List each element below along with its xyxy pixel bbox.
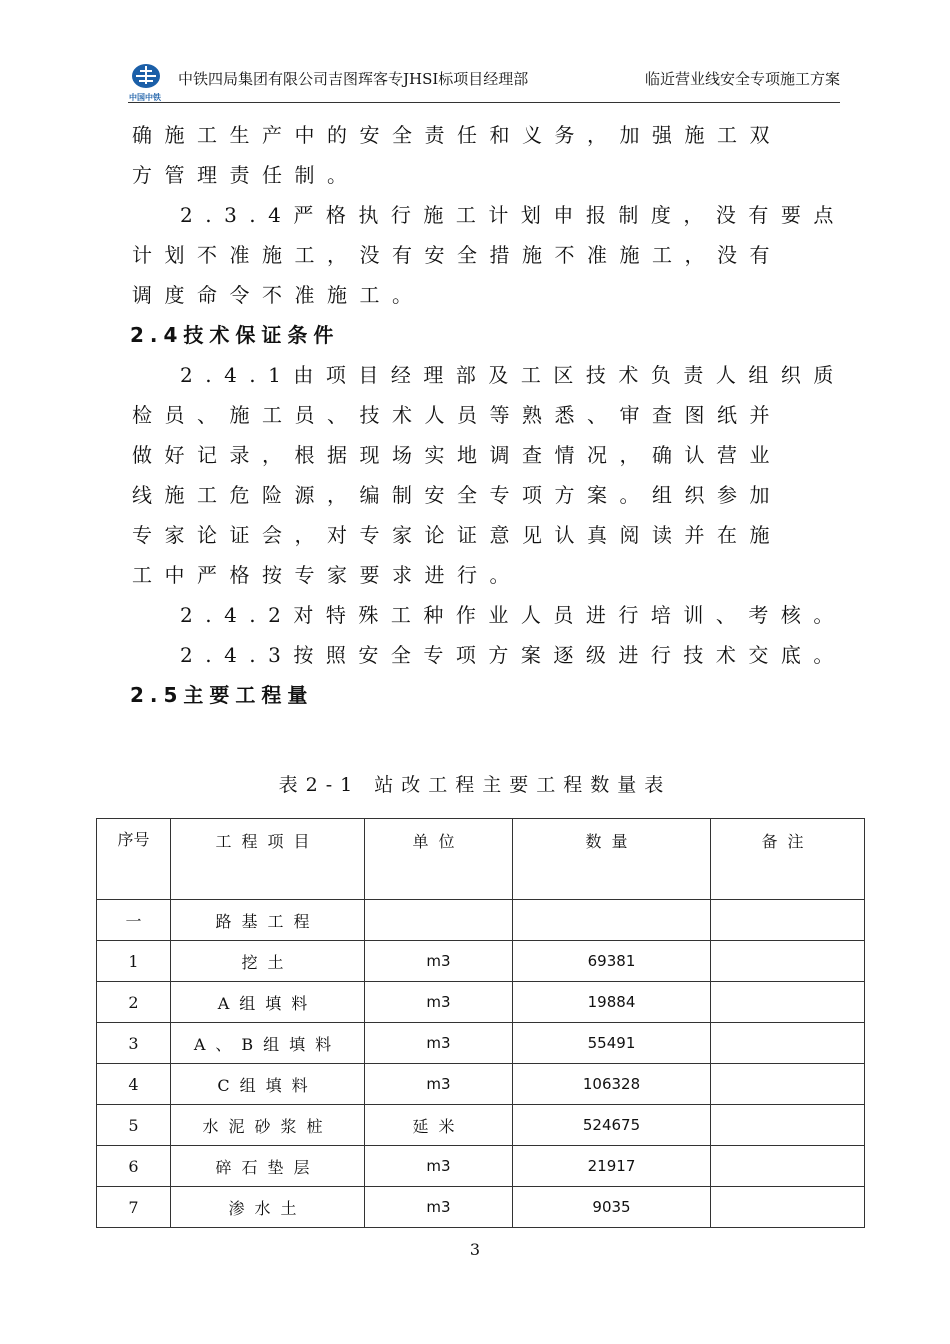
cell-seq: 7 <box>97 1187 171 1228</box>
cell-seq: 1 <box>97 941 171 982</box>
body-line-12: 2.4.2对特殊工种作业人员进行培训、考核。 <box>180 603 846 627</box>
cell-note <box>711 1064 865 1105</box>
table-row <box>97 1146 865 1187</box>
cell-unit: 延米 <box>365 1105 513 1146</box>
cell-note <box>711 982 865 1023</box>
cell-note <box>711 1187 865 1228</box>
body-line-3: 2.3.4严格执行施工计划申报制度，没有要点 <box>180 203 846 227</box>
cell-note <box>711 1146 865 1187</box>
table-caption: 表2-1 站改工程主要工程数量表 <box>278 774 672 796</box>
table-header-row <box>97 819 865 900</box>
cell-unit: m3 <box>365 1023 513 1064</box>
cell-qty: 21917 <box>513 1146 711 1187</box>
table-row <box>97 941 865 982</box>
table-row <box>97 900 865 941</box>
cell-seq: 3 <box>97 1023 171 1064</box>
table-row <box>97 1105 865 1146</box>
cell-qty: 524675 <box>513 1105 711 1146</box>
cell-qty: 69381 <box>513 941 711 982</box>
body-line-13: 2.4.3按照安全专项方案逐级进行技术交底。 <box>180 643 846 667</box>
table-row <box>97 1187 865 1228</box>
crcc-logo-icon <box>128 62 174 102</box>
cell-item: C组填料 <box>171 1064 365 1105</box>
header-cell-qty: 数量 <box>513 819 711 900</box>
section-heading-2-4: 2.4技术保证条件 <box>130 323 340 347</box>
cell-item: 水泥砂浆桩 <box>171 1105 365 1146</box>
cell-unit: m3 <box>365 1187 513 1228</box>
header-cell-note: 备注 <box>711 819 865 900</box>
body-line-5: 调度命令不准施工。 <box>132 283 425 307</box>
cell-seq: 4 <box>97 1064 171 1105</box>
body-line-11: 工中严格按专家要求进行。 <box>132 563 522 587</box>
cell-unit: m3 <box>365 1064 513 1105</box>
table-row <box>97 1064 865 1105</box>
cell-unit: m3 <box>365 941 513 982</box>
body-line-7: 检员、施工员、技术人员等熟悉、审查图纸并 <box>132 403 782 427</box>
table-row <box>97 982 865 1023</box>
cell-seq: 6 <box>97 1146 171 1187</box>
cell-item: 渗水土 <box>171 1187 365 1228</box>
cell-note <box>711 941 865 982</box>
cell-unit: m3 <box>365 982 513 1023</box>
body-line-6: 2.4.1由项目经理部及工区技术负责人组织质 <box>180 363 846 387</box>
header-cell-unit: 单位 <box>365 819 513 900</box>
table-row <box>97 1023 865 1064</box>
cell-qty: 9035 <box>513 1187 711 1228</box>
quantity-table <box>96 818 865 1228</box>
cell-unit: m3 <box>365 1146 513 1187</box>
body-line-8: 做好记录，根据现场实地调查情况，确认营业 <box>132 443 782 467</box>
cell-seq: 5 <box>97 1105 171 1146</box>
cell-unit <box>365 900 513 941</box>
body-line-9: 线施工危险源，编制安全专项方案。组织参加 <box>132 483 782 507</box>
cell-item: 碎石垫层 <box>171 1146 365 1187</box>
cell-qty: 106328 <box>513 1064 711 1105</box>
section-heading-2-5: 2.5主要工程量 <box>130 683 314 707</box>
cell-item: 路基工程 <box>171 900 365 941</box>
body-line-4: 计划不准施工，没有安全措施不准施工，没有 <box>132 243 782 267</box>
cell-qty <box>513 900 711 941</box>
cell-seq: 2 <box>97 982 171 1023</box>
logo-text: 中国中铁 <box>129 93 161 102</box>
body-line-10: 专家论证会，对专家论证意见认真阅读并在施 <box>132 523 782 547</box>
header-doc-title: 临近营业线安全专项施工方案 <box>644 70 840 88</box>
page-header <box>128 62 840 103</box>
cell-qty: 55491 <box>513 1023 711 1064</box>
cell-item: A、B组填料 <box>171 1023 365 1064</box>
header-cell-item: 工程项目 <box>171 819 365 900</box>
cell-item: 挖土 <box>171 941 365 982</box>
cell-item: A组填料 <box>171 982 365 1023</box>
cell-note <box>711 1105 865 1146</box>
body-line-1: 确施工生产中的安全责任和义务，加强施工双 <box>132 123 782 147</box>
header-cell-seq: 序号 <box>97 819 171 900</box>
body-line-2: 方管理责任制。 <box>132 163 360 187</box>
header-org-name: 中铁四局集团有限公司吉图珲客专JHSⅠ标项目经理部 <box>178 70 529 88</box>
cell-note <box>711 900 865 941</box>
cell-note <box>711 1023 865 1064</box>
page-number: 3 <box>469 1240 481 1259</box>
cell-qty: 19884 <box>513 982 711 1023</box>
cell-seq: 一 <box>97 900 171 941</box>
